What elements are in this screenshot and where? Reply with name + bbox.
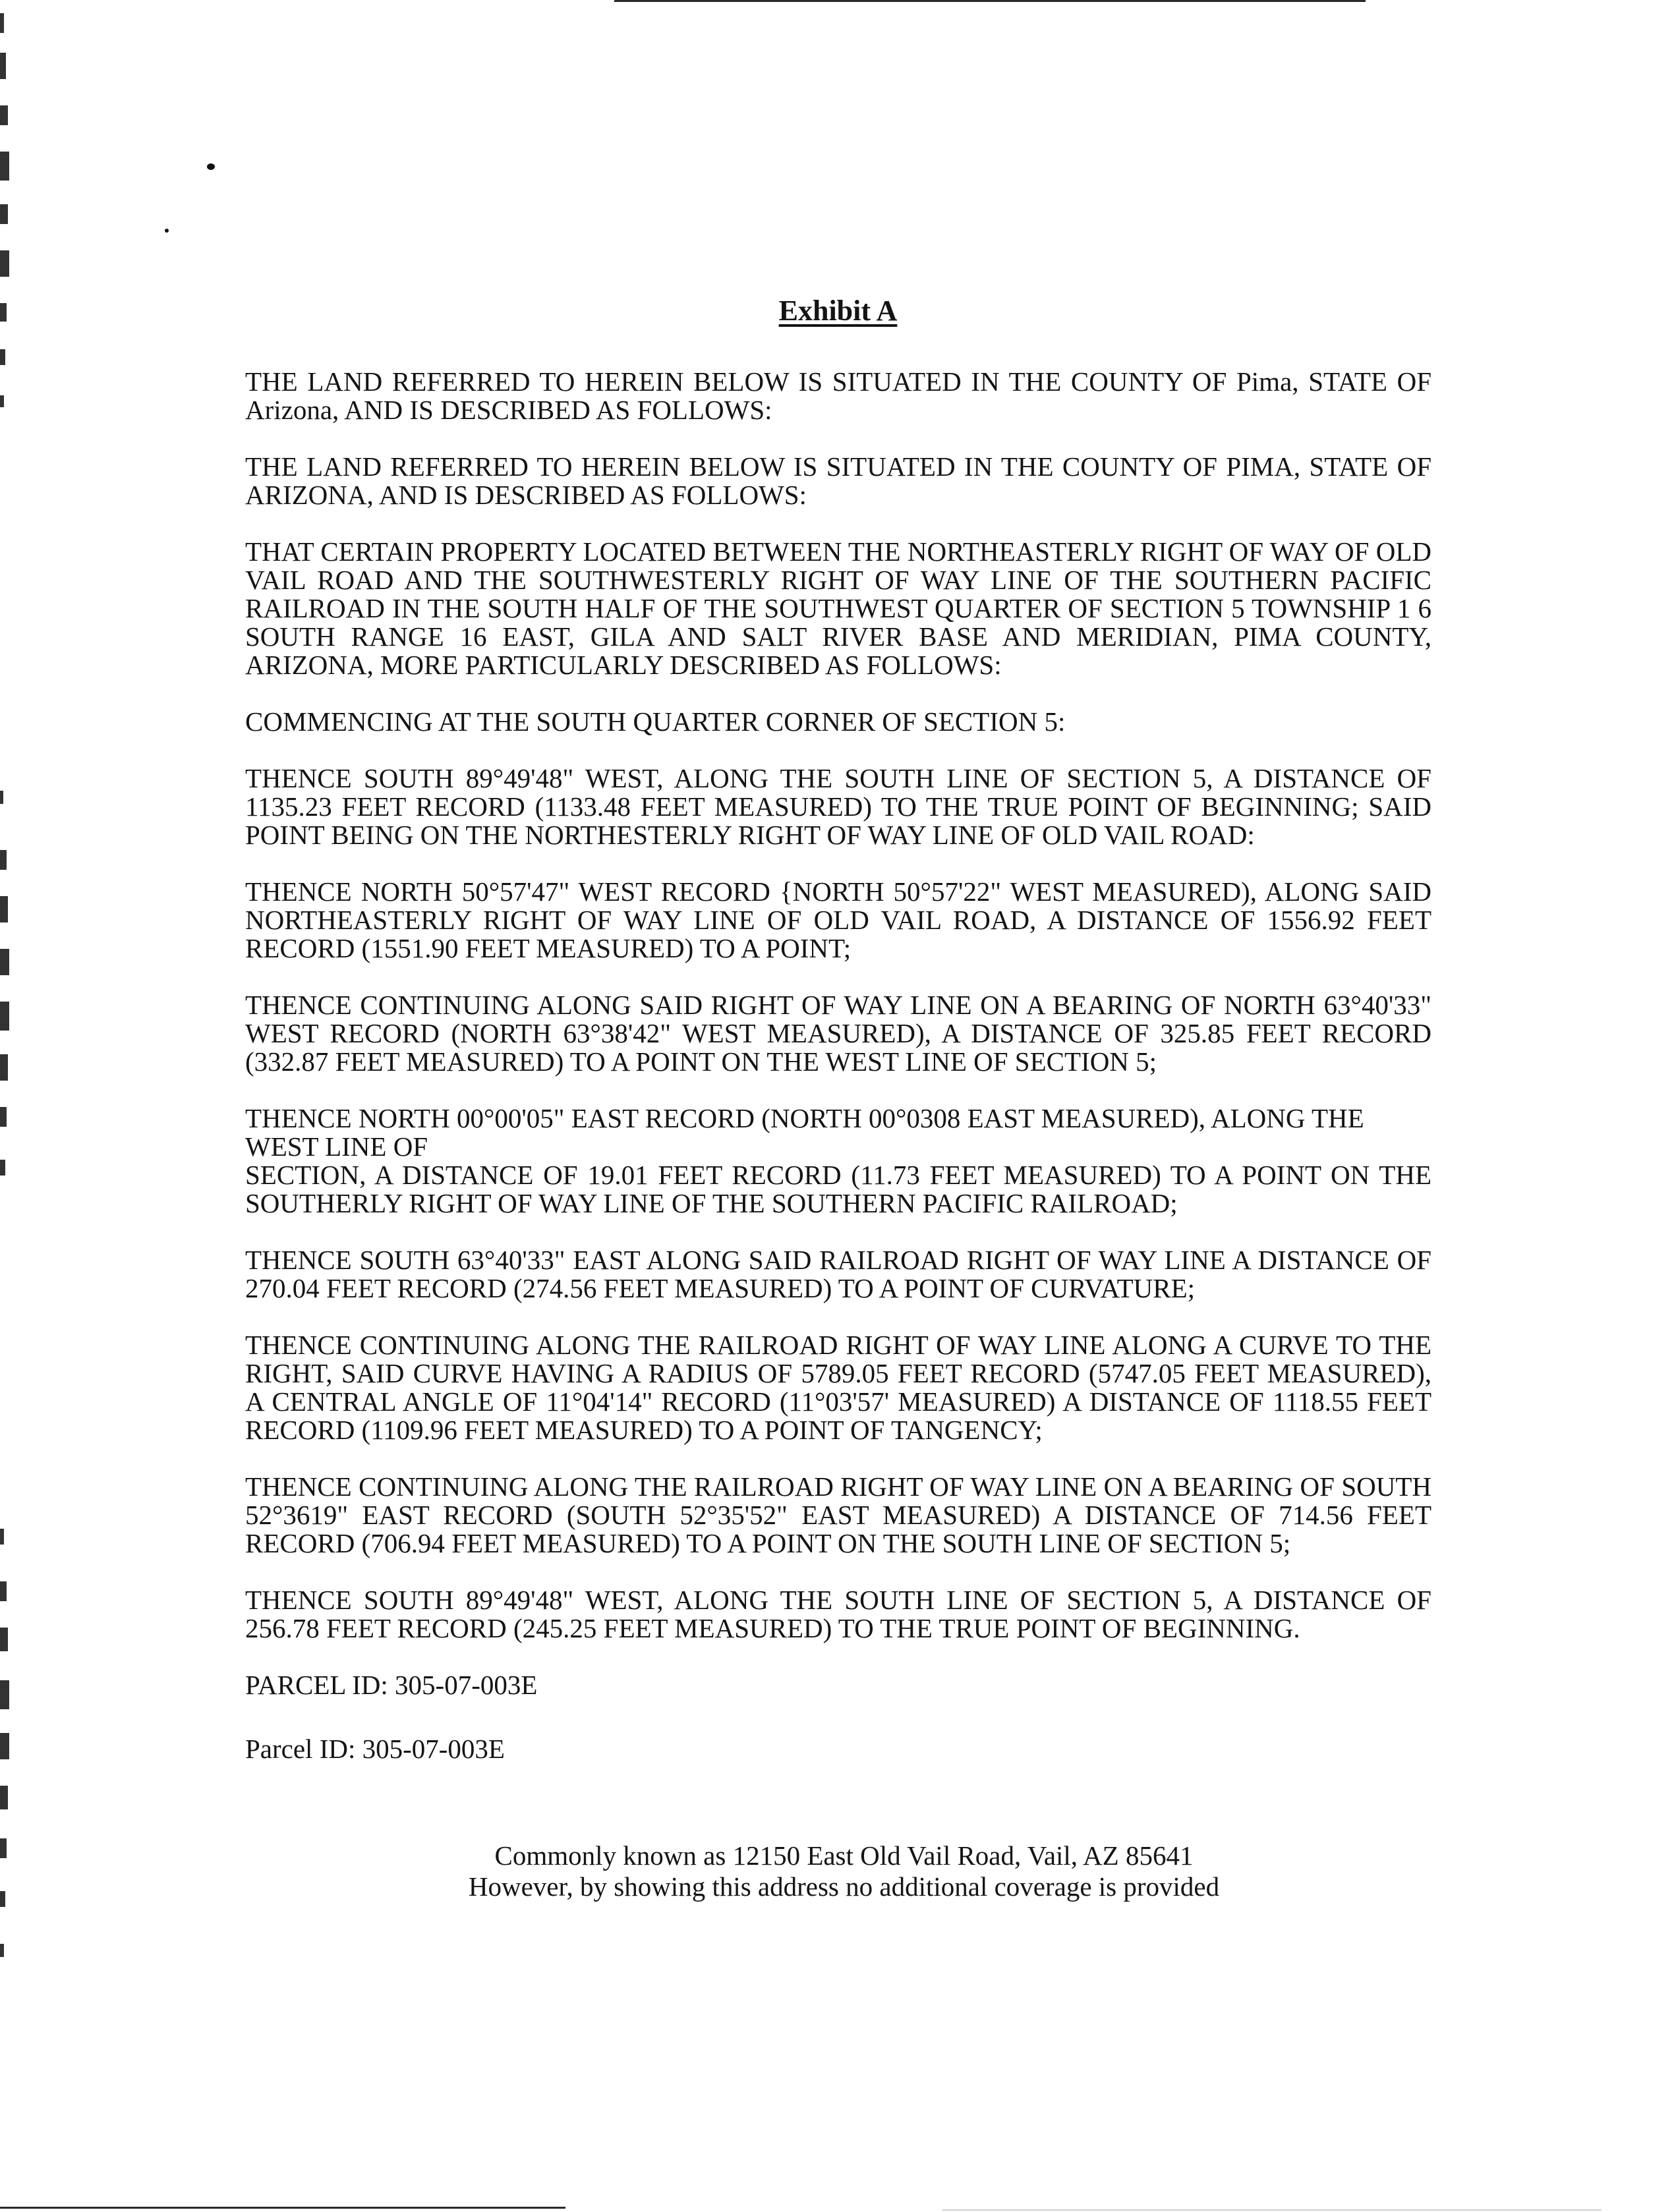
scan-bottom-rule	[0, 2207, 565, 2209]
paragraph-county-intro-caps: THE LAND REFERRED TO HEREIN BELOW IS SITUATED IN THE COUNTY OF PIMA, STATE OF ARIZONA, AND IS DESCRIBED AS FOLLOWS:	[245, 451, 1431, 510]
address-note	[0, 1840, 1676, 1902]
paragraph-course-5: THENCE SOUTH 63°40'33" EAST ALONG SAID RAILROAD RIGHT OF WAY LINE A DISTANCE OF 270.04 FEET RECORD (274.56 FEET MEASURED) TO A POINT OF CURVATURE;	[245, 1245, 1431, 1303]
scan-top-rule	[614, 0, 1366, 2]
paragraph-course-4-start: THENCE NORTH 00°00'05" EAST RECORD (NORTH 00°0308 EAST MEASURED), ALONG THE WEST LINE OF	[245, 1103, 1364, 1162]
paragraph-course-8: THENCE SOUTH 89°49'48" WEST, ALONG THE SOUTH LINE OF SECTION 5, A DISTANCE OF 256.78 FEET RECORD (245.25 FEET MEASURED) TO THE TRUE POINT OF BEGINNING.	[245, 1585, 1431, 1643]
legal-description	[245, 368, 1431, 1763]
coverage-disclaimer: However, by showing this address no additional coverage is provided	[468, 1871, 1220, 1902]
parcel-id-lower: Parcel ID: 305-07-003E	[245, 1734, 505, 1764]
scan-speck	[165, 229, 169, 233]
scan-speck	[207, 163, 215, 170]
paragraph-course-3: THENCE CONTINUING ALONG SAID RIGHT OF WAY LINE ON A BEARING OF NORTH 63°40'33" WEST RECORD (NORTH 63°38'42" WEST MEASURED), A DISTANCE OF 325.85 FEET RECORD (332.87 FEET MEASURED) TO A POINT ON THE WEST LINE OF SECTION 5;	[245, 990, 1431, 1077]
paragraph-commencing: COMMENCING AT THE SOUTH QUARTER CORNER OF SECTION 5:	[245, 706, 1066, 737]
scan-bottom-rule-faint	[942, 2209, 1602, 2211]
address-line: Commonly known as 12150 East Old Vail Road, Vail, AZ 85641	[494, 1840, 1194, 1871]
paragraph-property-location: THAT CERTAIN PROPERTY LOCATED BETWEEN THE NORTHEASTERLY RIGHT OF WAY OF OLD VAIL ROAD AND THE SOUTHWESTERLY RIGHT OF WAY LINE OF THE SOUTHERN PACIFIC RAILROAD IN THE SOUTH HALF OF THE SOUTHWEST QUARTER OF SECTION 5 TOWNSHIP 1 6 SOUTH RANGE 16 EAST, GILA AND SALT RIVER BASE AND MERIDIAN, PIMA COUNTY, ARIZONA, MORE PARTICULARLY DESCRIBED AS FOLLOWS:	[245, 536, 1431, 680]
paragraph-course-1: THENCE SOUTH 89°49'48" WEST, ALONG THE SOUTH LINE OF SECTION 5, A DISTANCE OF 1135.23 FEET RECORD (1133.48 FEET MEASURED) TO THE TRUE POINT OF BEGINNING; SAID POINT BEING ON THE NORTHESTERLY RIGHT OF WAY LINE OF OLD VAIL ROAD:	[245, 763, 1431, 850]
paragraph-course-7: THENCE CONTINUING ALONG THE RAILROAD RIGHT OF WAY LINE ON A BEARING OF SOUTH 52°3619" EAST RECORD (SOUTH 52°35'52" EAST MEASURED) A DISTANCE OF 714.56 FEET RECORD (706.94 FEET MEASURED) TO A POINT ON THE SOUTH LINE OF SECTION 5;	[245, 1471, 1431, 1558]
document-title: Exhibit A	[778, 295, 898, 327]
parcel-id-upper: PARCEL ID: 305-07-003E	[245, 1670, 538, 1700]
paragraph-county-intro: THE LAND REFERRED TO HEREIN BELOW IS SITUATED IN THE COUNTY OF Pima, STATE OF Arizona, AND IS DESCRIBED AS FOLLOWS:	[245, 366, 1431, 425]
paragraph-course-2: THENCE NORTH 50°57'47" WEST RECORD {NORTH 50°57'22" WEST MEASURED), ALONG SAID NORTHEASTERLY RIGHT OF WAY LINE OF OLD VAIL ROAD, A DISTANCE OF 1556.92 FEET RECORD (1551.90 FEET MEASURED) TO A POINT;	[245, 876, 1431, 963]
paragraph-course-4-cont: SECTION, A DISTANCE OF 19.01 FEET RECORD (11.73 FEET MEASURED) TO A POINT ON THE SOUTHERLY RIGHT OF WAY LINE OF THE SOUTHERN PACIFIC RAILROAD;	[245, 1160, 1431, 1218]
paragraph-course-6: THENCE CONTINUING ALONG THE RAILROAD RIGHT OF WAY LINE ALONG A CURVE TO THE RIGHT, SAID CURVE HAVING A RADIUS OF 5789.05 FEET RECORD (5747.05 FEET MEASURED), A CENTRAL ANGLE OF 11°04'14" RECORD (11°03'57' MEASURED) A DISTANCE OF 1118.55 FEET RECORD (1109.96 FEET MEASURED) TO A POINT OF TANGENCY;	[245, 1330, 1431, 1445]
